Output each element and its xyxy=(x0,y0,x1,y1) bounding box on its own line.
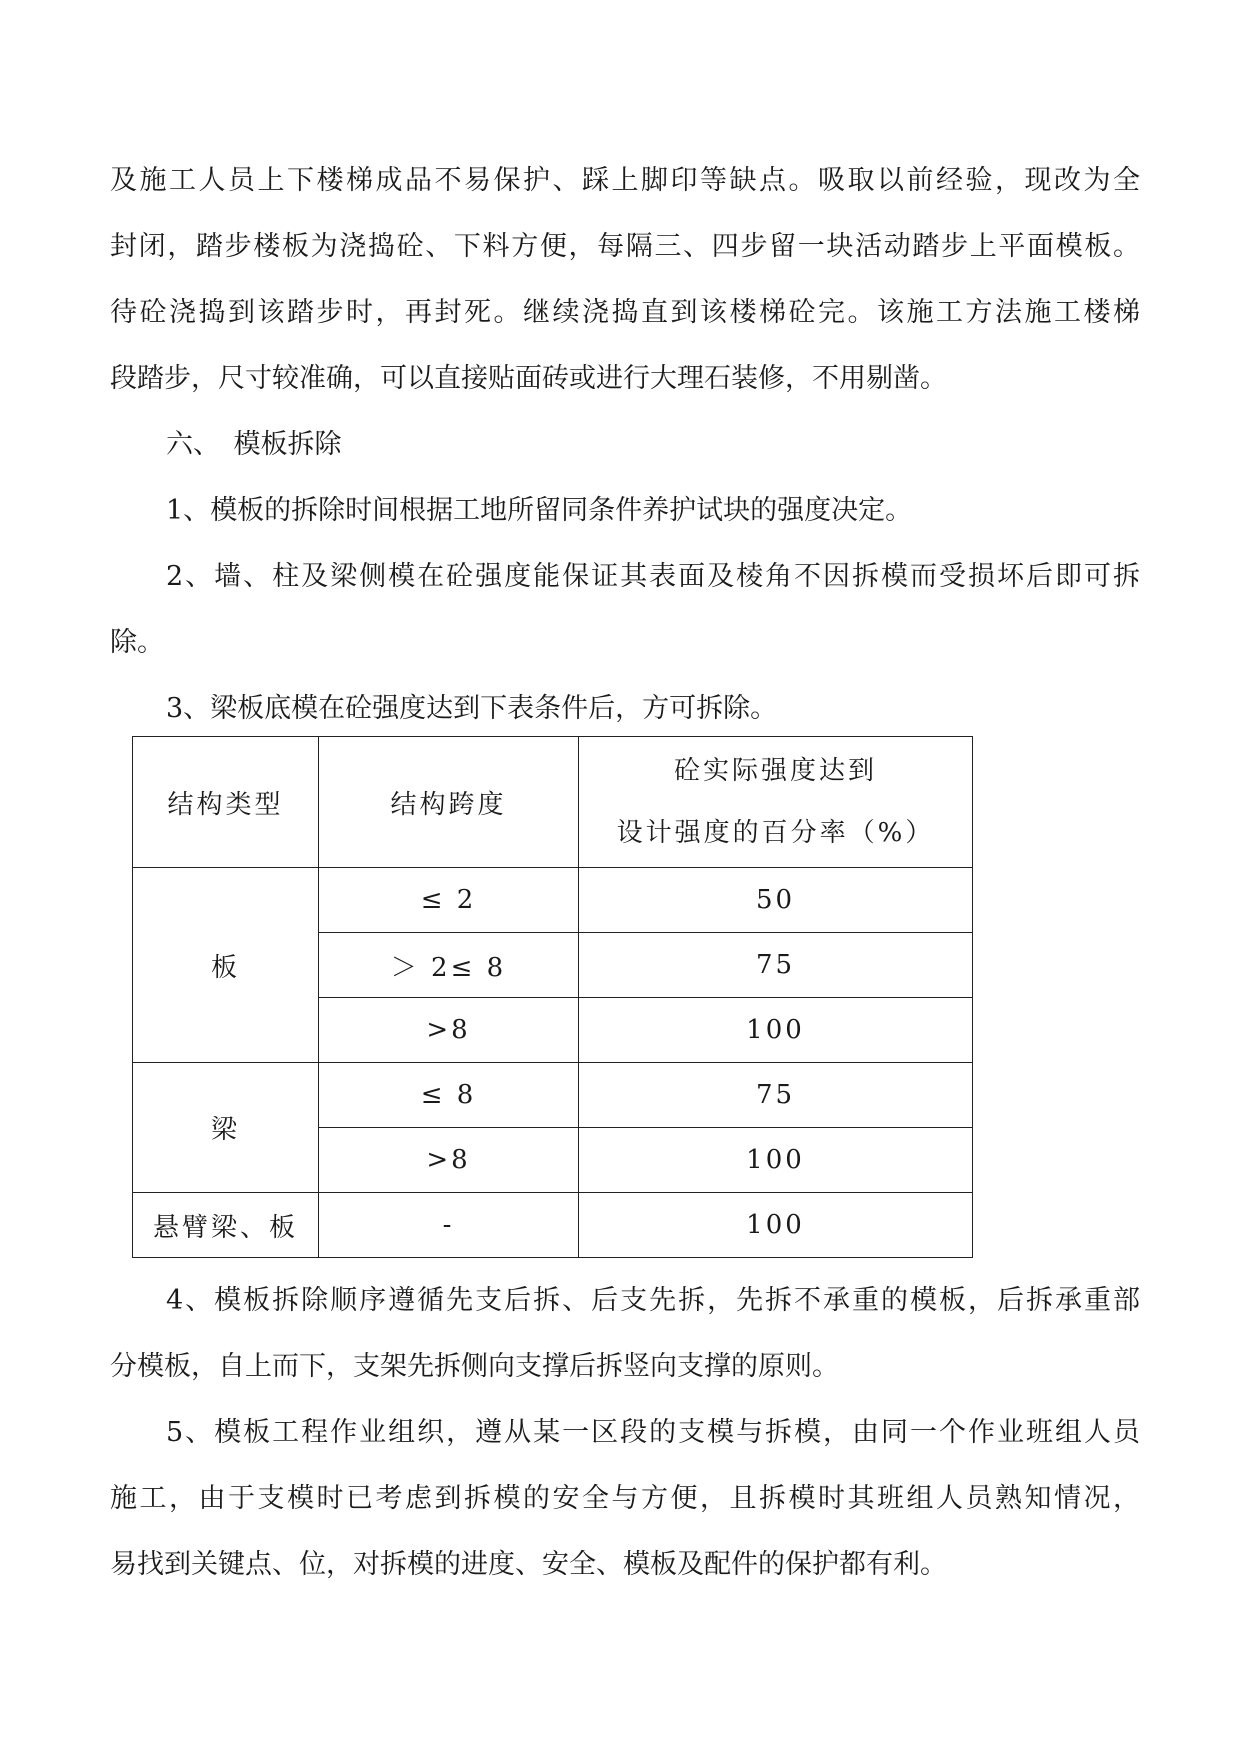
strength-table xyxy=(132,736,973,1258)
list-item-continuation: 易找到关键点、位，对拆模的进度、安全、模板及配件的保护都有利。 xyxy=(110,1549,947,1580)
cell-percent: 75 xyxy=(579,933,973,998)
paragraph-line: 段踏步，尺寸较准确，可以直接贴面砖或进行大理石装修，不用剔凿。 xyxy=(110,363,947,394)
cell-type-slab: 板 xyxy=(133,868,319,1063)
paragraph-line: 待砼浇捣到该踏步时，再封死。继续浇捣直到该楼梯砼完。该施工方法施工楼梯 xyxy=(110,297,1140,328)
header-strength-percent xyxy=(579,737,973,868)
cell-type-cantilever: 悬臂梁、板 xyxy=(133,1193,319,1258)
list-item-continuation: 除。 xyxy=(110,627,164,658)
cell-span: ≤ 8 xyxy=(319,1063,579,1128)
header-structure-span: 结构跨度 xyxy=(319,737,579,868)
section-heading: 六、 模板拆除 xyxy=(166,429,342,460)
cell-percent: 100 xyxy=(579,1128,973,1193)
table-row xyxy=(133,1063,973,1128)
header-structure-type: 结构类型 xyxy=(133,737,319,868)
cell-span: ＞ 2≤ 8 xyxy=(319,933,579,998)
cell-span: ≤ 2 xyxy=(319,868,579,933)
paragraph-line: 封闭，踏步楼板为浇捣砼、下料方便，每隔三、四步留一块活动踏步上平面模板。 xyxy=(110,231,1140,262)
cell-type-beam: 梁 xyxy=(133,1063,319,1193)
list-item-continuation: 分模板，自上而下，支架先拆侧向支撑后拆竖向支撑的原则。 xyxy=(110,1351,839,1382)
table-header-row xyxy=(133,737,973,868)
cell-percent: 50 xyxy=(579,868,973,933)
table-row xyxy=(133,868,973,933)
list-item-continuation: 施工，由于支模时已考虑到拆模的安全与方便，且拆模时其班组人员熟知情况， xyxy=(110,1483,1140,1514)
cell-percent: 75 xyxy=(579,1063,973,1128)
list-item: 4、模板拆除顺序遵循先支后拆、后支先拆，先拆不承重的模板，后拆承重部 xyxy=(166,1285,1140,1316)
cell-span: >8 xyxy=(319,1128,579,1193)
header-pct-line2: 设计强度的百分率（%） xyxy=(616,818,935,848)
header-pct-line1: 砼实际强度达到 xyxy=(673,756,877,786)
cell-span: - xyxy=(319,1193,579,1258)
list-item: 2、墙、柱及梁侧模在砼强度能保证其表面及棱角不因拆模而受损坏后即可拆 xyxy=(166,561,1140,592)
cell-percent: 100 xyxy=(579,998,973,1063)
list-item: 5、模板工程作业组织，遵从某一区段的支模与拆模，由同一个作业班组人员 xyxy=(166,1417,1140,1448)
table-row xyxy=(133,1193,973,1258)
cell-percent: 100 xyxy=(579,1193,973,1258)
list-item: 1、模板的拆除时间根据工地所留同条件养护试块的强度决定。 xyxy=(166,495,913,526)
list-item: 3、梁板底模在砼强度达到下表条件后，方可拆除。 xyxy=(166,693,778,724)
paragraph-line: 及施工人员上下楼梯成品不易保护、踩上脚印等缺点。吸取以前经验，现改为全 xyxy=(110,165,1140,196)
cell-span: >8 xyxy=(319,998,579,1063)
